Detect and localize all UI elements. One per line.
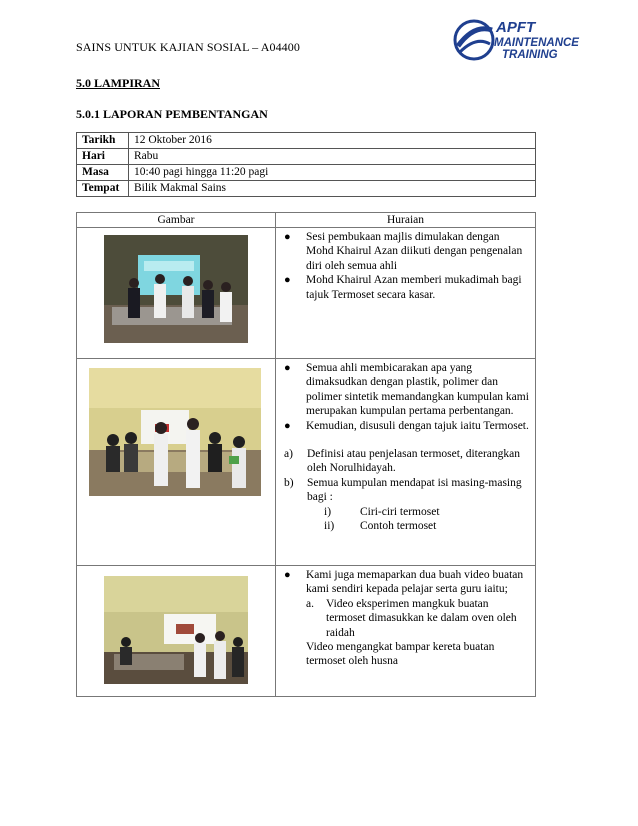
logo-text-maintenance: MAINTENANCE (494, 37, 579, 49)
sublist-item-ii: ii) Contoh termoset (324, 520, 437, 533)
report-table (76, 212, 536, 697)
paragraph-video: Video mengangkat bampar kereta buatan termoset oleh husna (306, 641, 495, 668)
info-key: Tarikh (77, 133, 129, 149)
info-value: Rabu (129, 149, 536, 165)
globe-swoosh-icon (455, 21, 493, 59)
logo-text-training: TRAINING (502, 49, 558, 61)
presentation-photo-1 (104, 235, 248, 343)
info-value: 10:40 pagi hingga 11:20 pagi (129, 165, 536, 181)
info-row-tarikh (77, 133, 536, 149)
bullet-icon: ● (284, 274, 291, 287)
bullet-icon: ● (284, 231, 291, 243)
bullet-icon: ● (284, 362, 291, 374)
bullet-item: ● Kami juga memaparkan dua buah video buatan kami sendiri kepada pelajar serta guru iaitu; (284, 569, 524, 596)
description-cell (276, 228, 535, 358)
sublist-item-i: i) Ciri-ciri termoset (324, 505, 440, 518)
info-value: 12 Oktober 2016 (129, 133, 536, 149)
info-key: Masa (77, 165, 129, 181)
bullet-icon: ● (284, 569, 291, 581)
info-table (76, 132, 536, 197)
table-row (77, 359, 535, 566)
bullet-icon: ● (284, 419, 291, 432)
info-row-tempat (77, 181, 536, 197)
bullet-item: ● Mohd Khairul Azan memberi mukadimah bagi tajuk Termoset secara kasar. (284, 274, 522, 301)
presentation-photo-3 (104, 576, 248, 684)
col-header-gambar: Gambar (77, 213, 276, 227)
description-cell (276, 566, 535, 696)
bullet-item: ● Sesi pembukaan majlis dimulakan dengan Mohd Khairul Azan diikuti dengan pengenalan diri oleh semua ahli (284, 231, 523, 272)
list-item-a: a) Definisi atau penjelasan termoset, diterangkan oleh Norulhidayah. (284, 448, 520, 475)
list-item-b: b) Semua kumpulan mendapat isi masing-masing bagi : (284, 476, 522, 504)
logo-text-apft: APFT (496, 19, 536, 36)
table-row (77, 228, 535, 359)
info-key: Tempat (77, 181, 129, 197)
info-row-hari (77, 149, 536, 165)
table-row (77, 566, 535, 696)
info-value: Bilik Makmal Sains (129, 181, 536, 197)
apft-logo (452, 18, 594, 62)
document-header-title: SAINS UNTUK KAJIAN SOSIAL – A04400 (76, 40, 300, 54)
info-key: Hari (77, 149, 129, 165)
bullet-item: ● Semua ahli membicarakan apa yang dimaksudkan dengan plastik, polimer dan polimer sintetik memandangkan kumpulan kami merupakan kumpulan pertama perbentangan. (284, 362, 529, 418)
info-row-masa (77, 165, 536, 181)
section-heading: 5.0 LAMPIRAN (76, 76, 160, 90)
section-subheading: 5.0.1 LAPORAN PEMBENTANGAN (76, 107, 268, 121)
list-item-a: a. Video eksperimen mangkuk buatan termoset dimasukkan ke dalam oven oleh raidah (306, 597, 517, 639)
bullet-item: ● Kemudian, disusuli dengan tajuk iaitu Termoset. (284, 419, 529, 432)
photo-cell (77, 566, 276, 696)
photo-cell (77, 359, 276, 565)
description-cell (276, 359, 535, 565)
photo-cell (77, 228, 276, 358)
report-table-header (77, 213, 535, 228)
presentation-photo-2 (89, 368, 261, 496)
col-header-huraian: Huraian (386, 214, 425, 226)
